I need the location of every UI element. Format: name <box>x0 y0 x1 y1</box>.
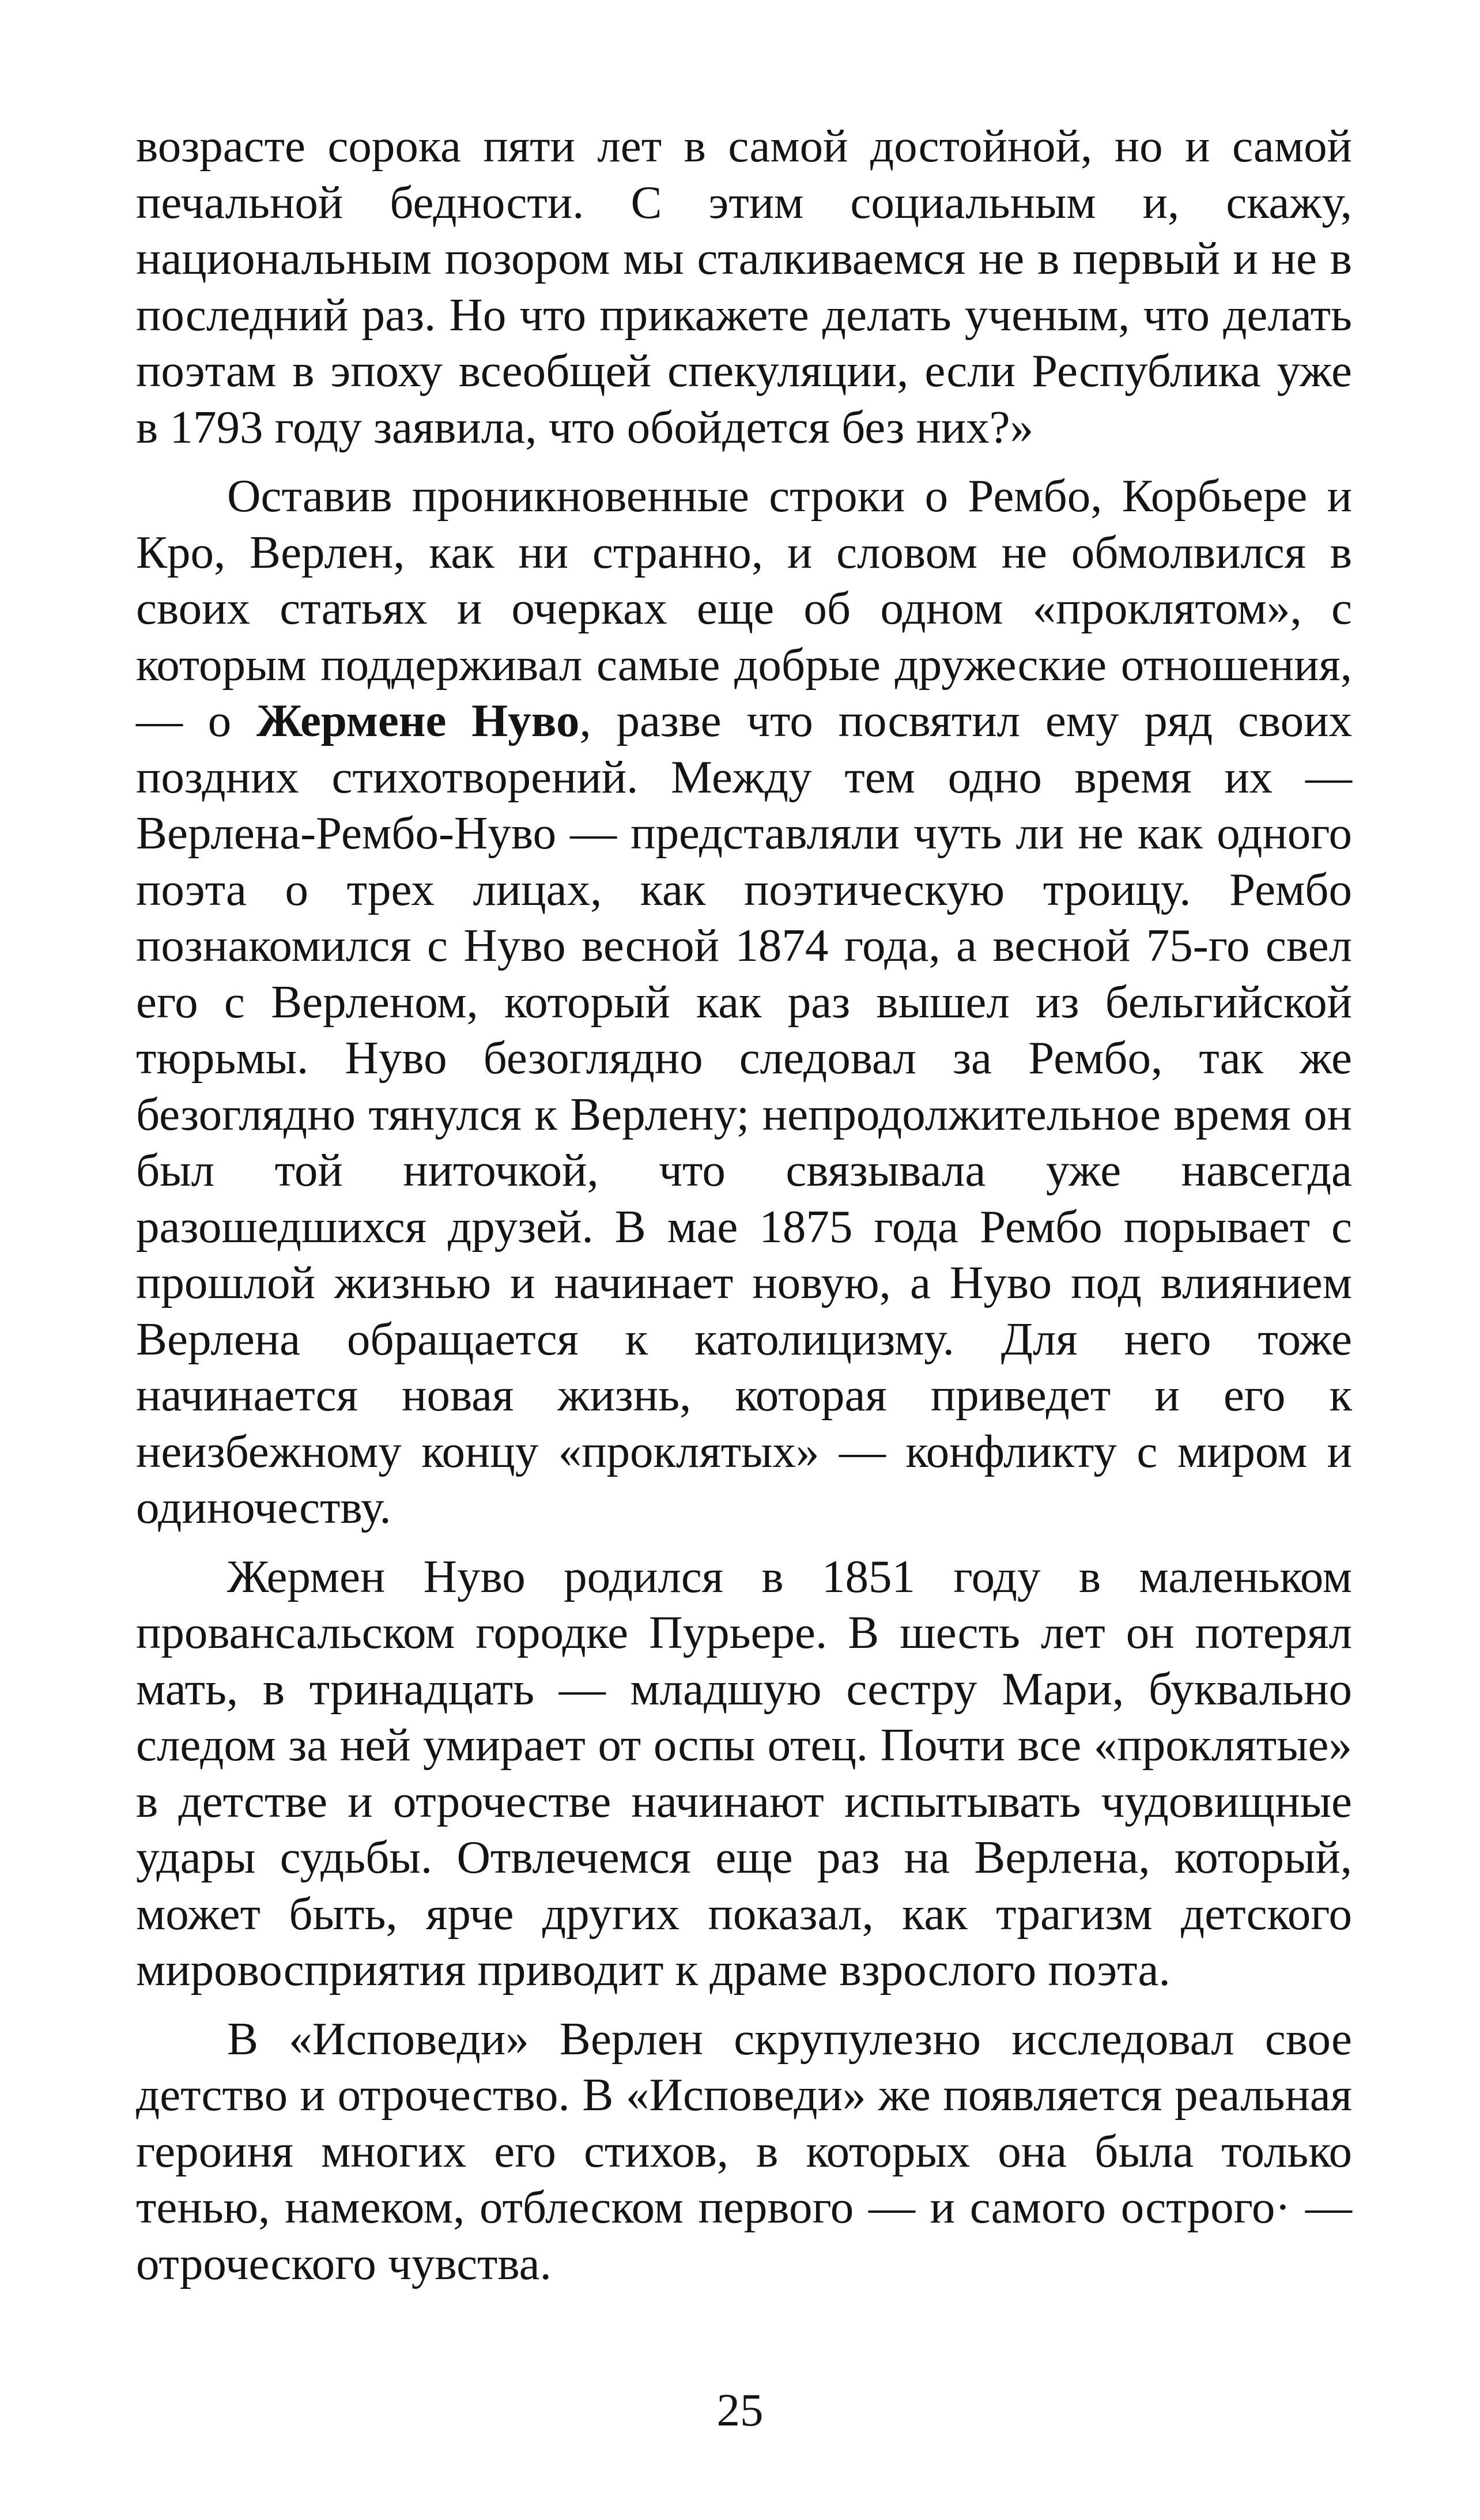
body-text <box>136 118 1352 2292</box>
paragraph <box>136 118 1352 455</box>
text-run: Оставив проникновенные строки о Рембо, Корбьере и Кро, Верлен, как ни странно, и словом не обмолвился в своих статьях и очерках еще об одном «проклятом», с которым поддерживал самые добрые дружеские отношения, — о <box>136 470 1352 746</box>
text-run: , разве что посвятил ему ряд своих поздних стихотворений. Между тем одно время их — Верлена-Рембо-Нуво — представляли чуть ли не как одного поэта о трех лицах, как поэтическую троицу. Рембо познакомился с Нуво весной 1874 года, а весной 75-го свел его с Верленом, который как раз вышел из бельгийской тюрьмы. Нуво безоглядно следовал за Рембо, так же безоглядно тянулся к Верлену; непродолжительное время он был той ниточкой, что связывала уже навсегда разошедшихся друзей. В мае 1875 года Рембо порывает с прошлой жизнью и начинает новую, а Нуво под влиянием Верлена обращается к католицизму. Для него тоже начинается новая жизнь, которая приведет и его к неизбежному концу «проклятых» — конфликту с миром и одиночеству. <box>136 695 1353 1533</box>
text-run: В «Исповеди» Верлен скрупулезно исследовал свое детство и отрочество. В «Исповеди» же появляется реальная героиня многих его стихов, в которых она была только тенью, намеком, отблеском первого — и самого острого· — отроческого чувства. <box>136 2012 1352 2289</box>
page-number: 25 <box>716 2384 764 2436</box>
paragraph <box>136 468 1352 1536</box>
bold-name: Жермене Нуво <box>256 695 580 746</box>
paragraph <box>136 1549 1352 1998</box>
paragraph <box>136 2011 1352 2292</box>
text-run: возрасте сорока пяти лет в самой достойной, но и самой печальной бедности. С этим социальным и, скажу, национальным позором мы сталкиваемся не в первый и не в последний раз. Но что прикажете делать ученым, что делать поэтам в эпоху всеобщей спекуляции, если Республика уже в 1793 году заявила, что обойдется без них?» <box>136 120 1352 453</box>
text-run: Жермен Нуво родился в 1851 году в маленьком провансальском городке Пурьере. В шесть лет он потерял мать, в тринадцать — младшую сестру Мари, буквально следом за ней умирает от оспы отец. Почти все «проклятые» в детстве и отрочестве начинают испытывать чудовищные удары судьбы. Отвлечемся еще раз на Верлена, который, может быть, ярче других показал, как трагизм детского мировосприятия приводит к драме взрослого поэта. <box>136 1550 1352 1995</box>
